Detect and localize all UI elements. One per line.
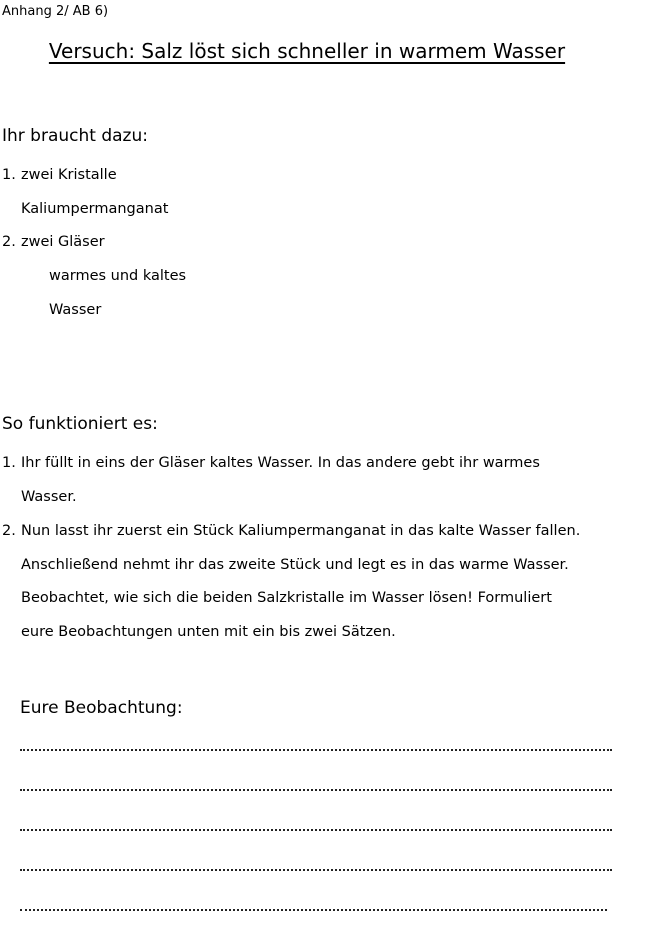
procedure-heading: So funktioniert es: [2, 414, 158, 434]
document-code: Anhang 2/ AB 6) [2, 4, 109, 19]
answer-line[interactable] [20, 829, 612, 833]
item-text: zwei Kristalle [21, 167, 117, 183]
step-number: 2. [2, 523, 16, 539]
procedure-step-2-line2: Anschließend nehmt ihr das zweite Stück und legt es in das warme Wasser. [21, 557, 569, 573]
materials-item-1-line2: Kaliumpermanganat [21, 201, 169, 217]
procedure-step-2 [2, 523, 580, 539]
procedure-step-1 [2, 455, 540, 471]
step-number: 1. [2, 455, 16, 471]
procedure-step-2-line3: Beobachtet, wie sich die beiden Salzkristalle im Wasser lösen! Formuliert [21, 590, 552, 606]
materials-heading: Ihr braucht dazu: [2, 126, 148, 146]
procedure-step-1-line2: Wasser. [21, 489, 77, 505]
step-text: Ihr füllt in eins der Gläser kaltes Wasser. In das andere gebt ihr warmes [21, 455, 540, 471]
answer-line[interactable] [20, 909, 607, 913]
materials-item-2-line2: warmes und kaltes [49, 268, 187, 284]
step-text: Nun lasst ihr zuerst ein Stück Kaliumpermanganat in das kalte Wasser fallen. [21, 523, 581, 539]
page-title: Versuch: Salz löst sich schneller in warmem Wasser [48, 39, 566, 63]
materials-item-2-line3: Wasser [49, 302, 102, 318]
item-number: 1. [2, 167, 16, 183]
item-number: 2. [2, 234, 16, 250]
materials-item-2 [2, 234, 105, 250]
answer-line[interactable] [20, 749, 612, 753]
observation-heading: Eure Beobachtung: [20, 698, 183, 718]
item-text: zwei Gläser [21, 234, 105, 250]
answer-line[interactable] [20, 869, 612, 873]
procedure-step-2-line4: eure Beobachtungen unten mit ein bis zwei Sätzen. [21, 624, 396, 640]
answer-line[interactable] [20, 789, 612, 793]
materials-item-1 [2, 167, 117, 183]
